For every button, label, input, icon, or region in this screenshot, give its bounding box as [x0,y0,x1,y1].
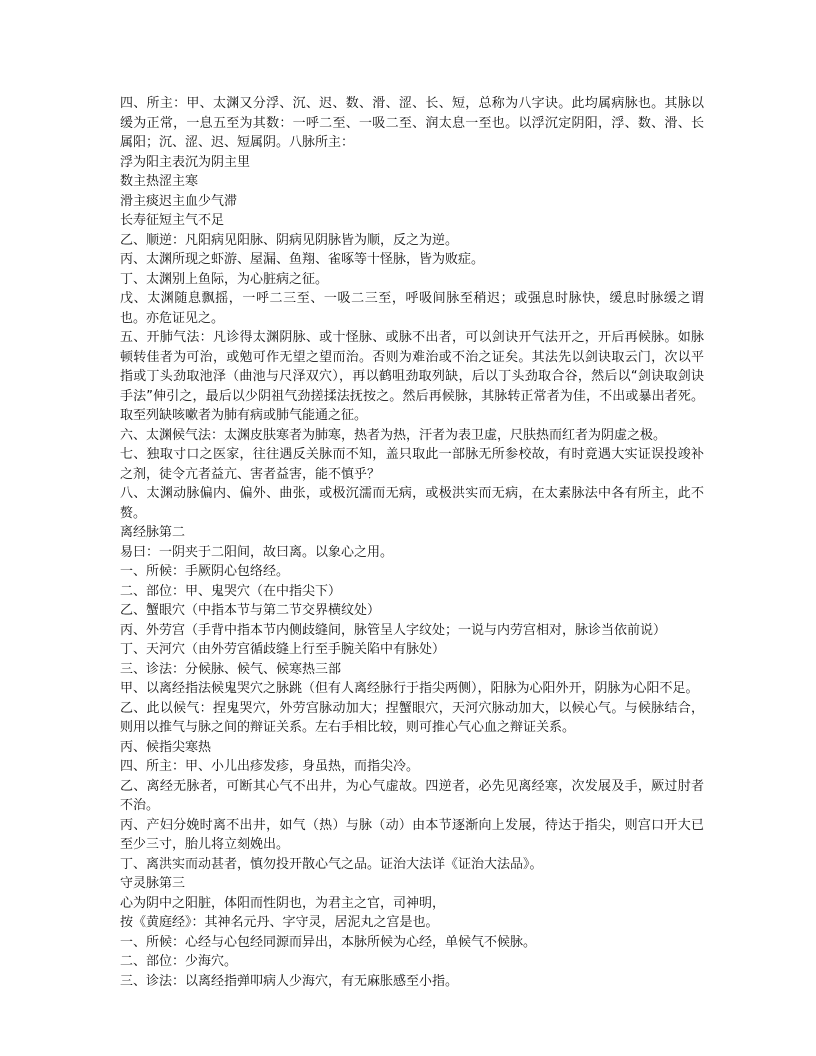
paragraph-7: 丙、太渊所现之虾游、屋漏、鱼翔、雀啄等十怪脉，皆为败症。 [120,252,485,267]
mnemonic-line-3: 滑主痰迟主血少气滞 [120,193,238,209]
paragraph-15: 易曰：一阴夹于二阳间，故曰离。以象心之用。 [120,544,394,560]
mnemonic-line-2: 数主热涩主寒 [120,174,199,189]
mnemonic-line-1: 浮为阳主表沉为阴主里 [120,154,251,170]
paragraph-10: 五、开肺气法：凡诊得太渊阴脉、或十怪脉、或脉不出者，可以剑诀开气法开之，开后再候脉。如脉顿转佳者为可治，或勉可作无望之望而治。否则为难治或不治之证矣。其法先以剑诀取云门，次以平指或丁头劲取池泽（曲池与尺泽双穴），再以鹤咀劲取列缺，后以丁头劲取合谷，然后以“剑诀取剑诀手法”伸引之，最后以少阴祖气劲搓揉法抚按之。然后再候脉，其脉转正常者为佳，不出或暴出者死。取至列缺咳嗽者为肺有病或肺气能通之征。 [120,330,704,423]
paragraph-30: 心为阴中之阳脏，体阳而性阴也，为君主之官，司神明， [120,895,446,911]
paragraph-1: 四、所主：甲、太渊又分浮、沉、迟、数、滑、涩、长、短，总称为八字诀。此均属病脉也。其脉以缓为正常，一息五至为其数：一呼二至、一吸二至、润太息一至也。以浮沉定阴阳，浮、数、滑、长属阳；沉、涩、迟、短属阴。八脉所主： [120,96,704,150]
section-heading-shouling: 守灵脉第三 [120,876,186,891]
paragraph-16: 一、所候：手厥阴心包络经。 [120,564,290,579]
paragraph-23: 乙、此以候气：捏鬼哭穴，外劳宫脉动加大；捏蟹眼穴，天河穴脉动加大，以候心气。与候脉结合，则用以推气与脉之间的辩证关系。左右手相比较，则可推心气心血之辩证关系。 [120,700,704,735]
paragraph-19: 丙、外劳宫（手背中指本节内侧歧缝间，脉管呈人字纹处；一说与内劳宫相对，脉诊当依前说） [120,622,667,638]
paragraph-11: 六、太渊候气法：太渊皮肤寒者为肺寒，热者为热，汗者为表卫虚，尺肤热而红者为阴虚之极。 [120,427,667,443]
paragraph-18: 乙、蟹眼穴（中指本节与第二节交界横纹处） [120,603,381,618]
paragraph-20: 丁、天河穴（由外劳宫循歧缝上行至手腕关陷中有脉处） [120,642,446,657]
paragraph-12: 七、独取寸口之医家，往往遇反关脉而不知，盖只取此一部脉无所参校故，有时竟遇大实证误投竣补之剂，徒令亢者益亢、害者益害，能不慎乎？ [120,447,704,482]
section-heading-lijing: 离经脉第二 [120,525,186,540]
paragraph-32: 一、所候：心经与心包经同源而异出，本脉所候为心经，单候气不候脉。 [120,934,537,950]
paragraph-24: 丙、候指尖寒热 [120,739,212,755]
paragraph-25: 四、所主：甲、小儿出疹发疹，身虽热，而指尖冷。 [120,759,420,774]
mnemonic-line-4: 长寿征短主气不足 [120,213,225,228]
paragraph-13: 八、太渊动脉偏内、偏外、曲张，或极沉濡而无病，或极洪实而无病，在太素脉法中各有所主，此不赘。 [120,486,704,521]
paragraph-26: 乙、离经无脉者，可断其心气不出井，为心气虚故。四逆者，必先见离经寒，次发展及手，厥过肘者不治。 [120,778,704,813]
paragraph-22: 甲、以离经指法候鬼哭穴之脉跳（但有人离经脉行于指尖两侧），阳脉为心阳外开，阴脉为心阳不足。 [120,681,699,696]
paragraph-28: 丁、离洪实而动甚者，慎勿投开散心气之品。证治大法详《证治大法品》。 [120,856,543,872]
paragraph-17: 二、部位：甲、鬼哭穴（在中指尖下） [120,583,342,599]
paragraph-8: 丁、太渊别上鱼际，为心脏病之征。 [120,271,329,287]
paragraph-6: 乙、顺逆：凡阳病见阳脉、阴病见阴脉皆为顺，反之为逆。 [120,232,459,248]
document-page [120,94,704,991]
paragraph-34: 三、诊法：以离经指弹叩病人少海穴，有无麻胀感至小指。 [120,973,459,989]
paragraph-31: 按《黄庭经》：其神名元丹、字守灵，居泥丸之宫是也。 [120,915,439,930]
paragraph-21: 三、诊法：分候脉、候气、候寒热三部 [120,661,342,677]
paragraph-33: 二、部位：少海穴。 [120,954,238,969]
paragraph-9: 戊、太渊随息飘摇，一呼二三至、一吸二三至，呼吸间脉至稍迟；或强息时脉快，缓息时脉缓之谓也。亦危证见之。 [120,291,704,326]
paragraph-27: 丙、产妇分娩时离不出井，如气（热）与脉（动）由本节逐渐向上发展，待达于指尖，则宫口开大已至少三寸，胎儿将立刻娩出。 [120,817,704,852]
